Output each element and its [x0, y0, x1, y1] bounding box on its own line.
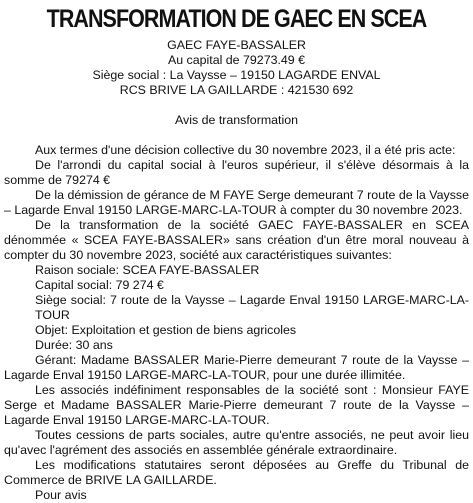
company-capital: Au capital de 79273.49 €	[167, 53, 306, 67]
company-headquarters: Siège social : La Vaysse – 19150 LAGARDE ENVAL	[92, 68, 381, 82]
paragraph-filing: Les modifications statutaires seront déposées au Greffe du Tribunal de Commerce de BRIVE LA GAILLARDE.	[4, 458, 469, 487]
paragraph-capital-rounding: De l'arrondi du capital social à l'euros supérieur, il s'élève désormais à la somme de 79274 €	[4, 158, 469, 187]
item-purpose: Objet: Exploitation et gestion de biens agricoles	[35, 323, 297, 337]
paragraph-manager: Gérant: Madame BASSALER Marie-Pierre demeurant 7 route de la Vaysse – Lagarde Enval 19150 LARGE-MARC-LA-TOUR, pour une durée illimitée.	[4, 353, 469, 382]
item-share-capital: Capital social: 79 274 €	[35, 278, 164, 292]
notice-subtitle: Avis de transformation	[174, 113, 299, 127]
item-duration: Durée: 30 ans	[35, 338, 113, 352]
notice-title: TRANSFORMATION DE GAEC EN SCEA	[46, 5, 427, 33]
paragraph-resignation: De la démission de gérance de M FAYE Serge demeurant 7 route de la Vaysse – Lagarde Enval 19150 LARGE-MARC-LA-TOUR à compter du 30 novembre 2023.	[4, 188, 469, 217]
paragraph-share-transfers: Toutes cessions de parts sociales, autre qu'entre associés, ne peut avoir lieu qu'avec l'agrément des associés en assemblée générale extraordinaire.	[4, 428, 469, 457]
item-headquarters: Siège social: 7 route de la Vaysse – Lagarde Enval 19150 LARGE-MARC-LA-TOUR	[35, 293, 469, 322]
spacer	[4, 98, 469, 113]
spacer	[4, 128, 469, 143]
company-rcs: RCS BRIVE LA GAILLARDE : 421530 692	[119, 83, 354, 97]
paragraph-transformation: De la transformation de la société GAEC FAYE-BASSALER en SCEA dénommée « SCEA FAYE-BASSALER» sans création d'un être moral nouveau à compter du 30 novembre 2023, société aux caractéristiques suivantes:	[4, 218, 469, 262]
item-company-name: Raison sociale: SCEA FAYE-BASSALER	[35, 263, 260, 277]
paragraph-partners: Les associés indéfiniment responsables de la société sont : Monsieur FAYE Serge et Madame BASSALER Marie-Pierre demeurant 7 route de la Vaysse – Lagarde Enval 19150 LARGE-MARC-LA-TOUR.	[4, 383, 469, 427]
closing-line: Pour avis	[35, 488, 87, 502]
paragraph-decision: Aux termes d'une décision collective du 30 novembre 2023, il a été pris acte:	[35, 143, 456, 157]
company-header	[4, 38, 469, 98]
notice-body	[4, 143, 469, 503]
company-name: GAEC FAYE-BASSALER	[167, 38, 306, 52]
